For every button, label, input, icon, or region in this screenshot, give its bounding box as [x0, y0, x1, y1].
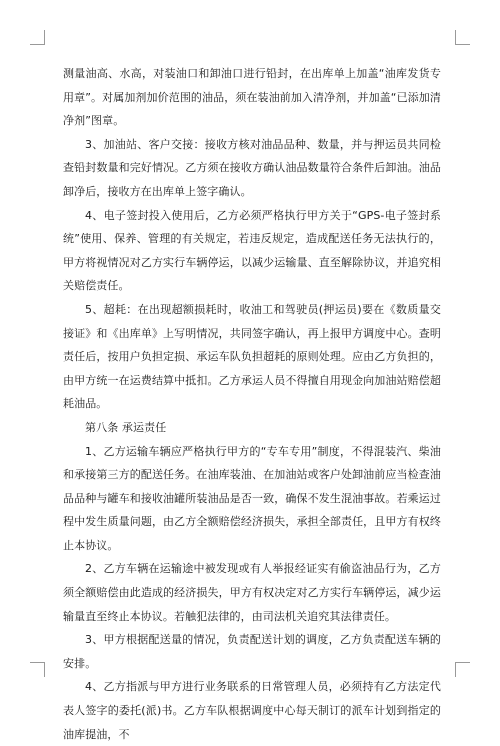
paragraph: 2、乙方车辆在运输途中被发现或有人举报经证实有偷盗油品行为，乙方须全额赔偿由此造成的经济损失，甲方有权决定对乙方实行车辆停运，减少运输量直至终止本协议。若触犯法律的，由司法机关追究其法律责任。: [63, 562, 441, 623]
document-body: [63, 62, 441, 746]
paragraph: 4、乙方指派与甲方进行业务联系的日常管理人员，必须持有乙方法定代表人签字的委托(派)书。乙方车队根据调度中心每天制订的派车计划到指定的油库提油，不: [63, 680, 441, 741]
paragraph: 测量油高、水高，对装油口和卸油口进行铅封，在出库单上加盖“油库发货专用章”。对属加剂加价范围的油品，须在装油前加入清净剂，并加盖“已添加清净剂”图章。: [63, 67, 441, 128]
crop-mark-bottom-right: [455, 662, 470, 677]
paragraph: 1、乙方运输车辆应严格执行甲方的“专车专用”制度，不得混装汽、柴油和承接第三方的配送任务。在油库装油、在加油站或客户处卸油前应当检查油品品种与罐车和接收油罐所装油品是否一致，确保不发生混油事故。若乘运过程中发生质量问题，由乙方全额赔偿经济损失，承担全部责任，且甲方有权终止本协议。: [63, 444, 441, 552]
crop-mark-top-right: [455, 30, 470, 45]
crop-mark-top-left: [30, 30, 45, 45]
paragraph: 3、加油站、客户交接：接收方核对油品品种、数量，并与押运员共同检查铅封数量和完好情况。乙方须在接收方确认油品数量符合条件后卸油。油品卸净后，接收方在出库单上签字确认。: [63, 137, 441, 198]
paragraph: 3、甲方根据配送量的情况，负责配送计划的调度，乙方负责配送车辆的安排。: [63, 633, 441, 670]
paragraph: 5、超耗：在出现超额损耗时，收油工和驾驶员(押运员)要在《数质量交接证》和《出库单》上写明情况，共同签字确认，再上报甲方调度中心。查明责任后，按用户负担定损、承运车队负担超耗的原则处理。应由乙方负担的，由甲方统一在运费结算中抵扣。乙方承运人员不得擅自用现金向加油站赔偿超耗油品。: [63, 302, 441, 411]
crop-mark-bottom-left: [30, 662, 45, 677]
section-heading: 第八条 承运责任: [85, 420, 167, 434]
paragraph: 4、电子签封投入使用后，乙方必须严格执行甲方关于“GPS-电子签封系统”使用、保养、管理的有关规定，若违反规定，造成配送任务无法执行的，甲方将视情况对乙方实行车辆停运，以减少运输量、直至解除协议，并追究相关赔偿责任。: [63, 208, 441, 293]
